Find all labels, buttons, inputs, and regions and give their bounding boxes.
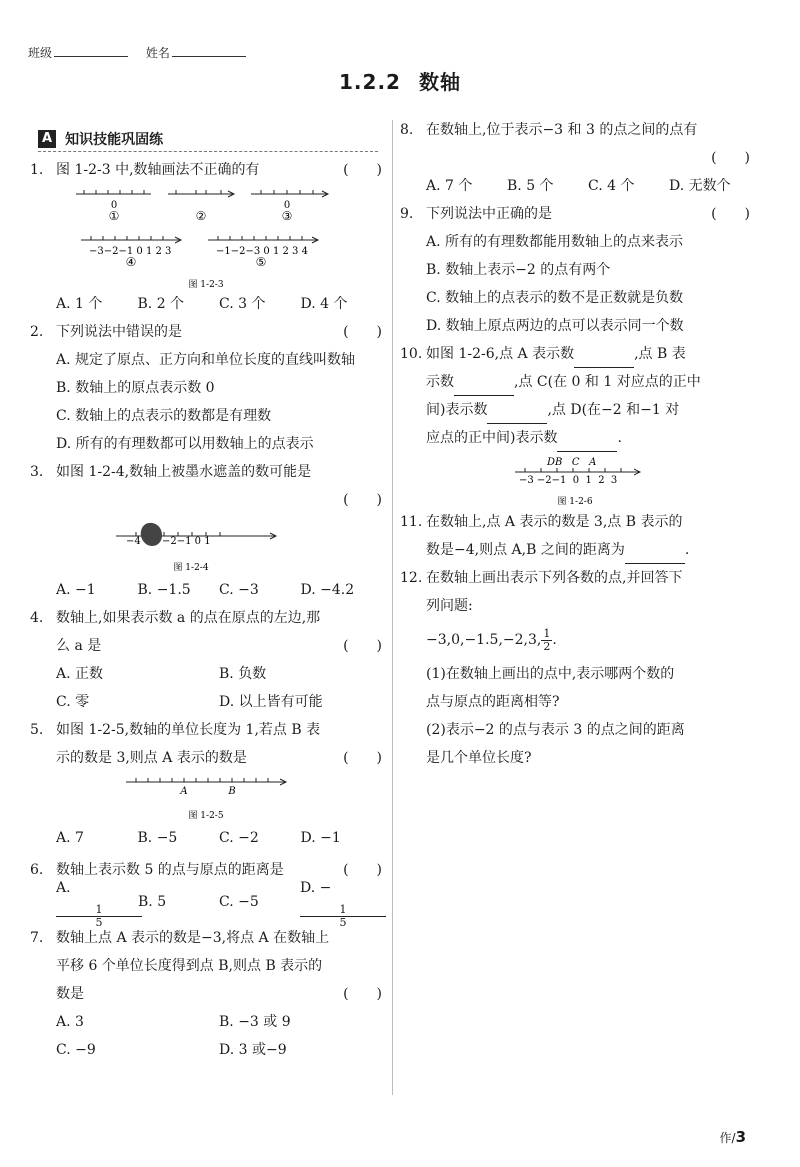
figure-1-2-4 (106, 514, 306, 576)
option-c[interactable]: C. 数轴上的点表示的数都是有理数 (56, 408, 272, 424)
question-10: 10. 如图 1-2-6,点 A 表示数 ,点 B 表 (400, 340, 750, 368)
point-a-label: A (180, 786, 188, 797)
option-b[interactable]: B. 5 (138, 894, 167, 910)
figure-1-2-5 (106, 772, 306, 824)
question-10-line4: 应点的正中间)表示数 . (400, 424, 750, 452)
page-title (0, 66, 800, 95)
question-7-line3 (30, 980, 382, 1008)
fig-top-labels: DB C A (547, 457, 597, 468)
caption: 图 1-2-5 (188, 811, 224, 821)
question-5 (30, 716, 382, 744)
name-label: 姓名 (145, 46, 170, 60)
question-stem-cont: 么 a 是 (56, 638, 102, 654)
fig-label-1: ① (108, 209, 120, 223)
question-number: 6. (30, 862, 44, 878)
fig-right-label: −2−1 0 1 (162, 536, 211, 547)
question-number: 1. (30, 162, 44, 178)
question-11: 11. 在数轴上,点 A 表示的数是 3,点 B 表示的 (400, 508, 750, 536)
question-9 (400, 200, 750, 228)
option-c[interactable]: C. −9 (56, 1042, 96, 1058)
option-d[interactable]: D. −4.2 (300, 582, 355, 598)
question-8-paren-row (400, 144, 750, 172)
question-number: 7. (30, 930, 44, 946)
question-4-line2 (30, 632, 382, 660)
title-number: 1.2.2 (339, 70, 401, 94)
question-stem: 下列说法中错误的是 (56, 324, 182, 340)
option-d[interactable]: D. −1 (300, 830, 341, 846)
question-number: 10. (400, 346, 423, 362)
figure-1-2-6 (495, 452, 655, 508)
fig-label-2: ② (195, 209, 207, 223)
option-b[interactable]: B. 数轴上的原点表示数 0 (56, 380, 215, 396)
question-stem-cont: 平移 6 个单位长度得到点 B,则点 B 表示的 (56, 958, 323, 974)
fig-left-label: −4 (126, 536, 141, 547)
section-heading (38, 128, 378, 150)
blank-a[interactable] (574, 353, 634, 368)
option-c[interactable]: C. −3 (219, 582, 259, 598)
question-stem: 如图 1-2-5,数轴的单位长度为 1,若点 B 表 (56, 722, 321, 738)
option-d[interactable]: D. − $\frac{1}{5}$ (300, 874, 382, 930)
option-b[interactable]: B. −3 或 9 (219, 1014, 291, 1030)
question-12: 12. 在数轴上画出表示下列各数的点,并回答下 (400, 564, 750, 592)
option-d[interactable]: D. 数轴上原点两边的点可以表示同一个数 (426, 318, 684, 334)
option-b[interactable]: B. 2 个 (137, 296, 185, 312)
answer-paren[interactable]: ( ) (711, 150, 750, 166)
options (30, 824, 382, 852)
option-c[interactable]: C. 4 个 (588, 178, 635, 194)
question-number: 11. (400, 514, 423, 530)
zero-label-3: 0 (283, 200, 291, 211)
sub-question-1: (1)在数轴上画出的点中,表示哪两个数的 (426, 666, 675, 682)
option-a[interactable]: A. 7 (56, 830, 84, 846)
option-d[interactable]: D. 3 或−9 (219, 1042, 287, 1058)
student-info (28, 44, 260, 61)
question-stem-cont: 列问题: (426, 598, 473, 614)
blank-c[interactable] (487, 409, 547, 424)
blank-b[interactable] (454, 381, 514, 396)
number-list: −3,0,−1.5,−2,3, $\frac{1}{2}$ . (426, 626, 557, 653)
options (30, 660, 382, 688)
option-c[interactable]: C. 零 (56, 694, 90, 710)
option-d[interactable]: D. 4 个 (300, 296, 348, 312)
question-stem: 图 1-2-3 中,数轴画法不正确的有 (56, 162, 260, 178)
fig-label-4: ④ (125, 255, 137, 269)
question-stem: 在数轴上,位于表示−3 和 3 的点之间的点有 (426, 122, 698, 138)
question-3-paren-row (30, 486, 382, 514)
point-b-label: B (228, 786, 236, 797)
options (30, 880, 382, 929)
options (30, 290, 382, 318)
zero-label: 0 (110, 200, 118, 211)
option-b[interactable]: B. 5 个 (507, 178, 554, 194)
option-a[interactable]: A. 3 (56, 1014, 84, 1030)
question-3 (30, 458, 382, 486)
question-stem: 如图 1-2-4,数轴上被墨水遮盖的数可能是 (56, 464, 312, 480)
question-8 (400, 116, 750, 144)
class-blank[interactable] (54, 56, 128, 57)
question-stem-cont: 数是 (56, 986, 84, 1002)
section-rule (38, 151, 378, 152)
name-blank[interactable] (172, 56, 246, 57)
question-1 (30, 156, 382, 184)
answer-paren[interactable]: ( ) (343, 324, 382, 340)
question-number: 8. (400, 122, 414, 138)
option-b[interactable]: B. 负数 (219, 666, 267, 682)
option-a[interactable]: A. 规定了原点、正方向和单位长度的直线叫数轴 (56, 352, 356, 368)
option-d[interactable]: D. 以上皆有可能 (219, 694, 323, 710)
option-d[interactable]: D. 所有的有理数都可以用数轴上的点表示 (56, 436, 314, 452)
answer-paren[interactable]: ( ) (343, 862, 382, 878)
question-number: 5. (30, 722, 44, 738)
question-number: 3. (30, 464, 44, 480)
sub-question-1-cont: 点与原点的距离相等? (426, 694, 560, 710)
option-c[interactable]: C. 3 个 (219, 296, 266, 312)
question-7 (30, 924, 382, 952)
answer-paren[interactable]: ( ) (343, 750, 382, 766)
question-stem: 数轴上,如果表示数 a 的点在原点的左边,那 (56, 610, 321, 626)
answer-paren[interactable]: ( ) (343, 638, 382, 654)
class-label: 班级 (28, 46, 53, 60)
sub-question-2-cont: 是几个单位长度? (426, 750, 532, 766)
question-2 (30, 318, 382, 346)
option-a[interactable]: A. 1 个 (56, 296, 103, 312)
page-number: 作/3 (719, 1128, 746, 1146)
section-label: 知识技能巩固练 (65, 131, 164, 148)
option-b[interactable]: B. −5 (137, 830, 178, 846)
question-stem: 下列说法中正确的是 (426, 206, 552, 222)
options (30, 688, 382, 716)
caption: 图 1-2-6 (557, 497, 593, 507)
question-10-line2: 示数 ,点 C(在 0 和 1 对应点的正中 (400, 368, 750, 396)
answer-paren[interactable]: ( ) (343, 162, 382, 178)
question-11-line2: 数是−4,则点 A,B 之间的距离为 . (400, 536, 750, 564)
options (30, 576, 382, 604)
question-stem: 数轴上点 A 表示的数是−3,将点 A 在数轴上 (56, 930, 330, 946)
ticks-5: −1−2−3 0 1 2 3 4 (216, 246, 308, 257)
question-4 (30, 604, 382, 632)
option-a[interactable]: A. −1 (56, 582, 96, 598)
left-column (30, 156, 382, 1064)
question-10-line3: 间)表示数 ,点 D(在−2 和−1 对 (400, 396, 750, 424)
answer-paren[interactable]: ( ) (343, 986, 382, 1002)
option-c[interactable]: C. −5 (219, 894, 259, 910)
option-a[interactable]: A. 所有的有理数都能用数轴上的点来表示 (426, 234, 684, 250)
question-number: 12. (400, 570, 423, 586)
option-a[interactable]: A. 正数 (56, 666, 104, 682)
options (30, 1008, 382, 1036)
figure-1-2-3 (56, 184, 356, 290)
option-b[interactable]: B. 数轴上表示−2 的点有两个 (426, 262, 611, 278)
options (400, 172, 750, 200)
blank-distance[interactable] (625, 549, 685, 564)
question-number: 2. (30, 324, 44, 340)
title-text: 数轴 (418, 70, 461, 94)
question-6 (30, 856, 382, 884)
caption: 图 1-2-3 (188, 280, 224, 290)
sub-question-2: (2)表示−2 的点与表示 3 的点之间的距离 (426, 722, 685, 738)
answer-paren[interactable]: ( ) (711, 206, 750, 222)
section-badge: A (38, 130, 56, 148)
question-stem-cont: 示的数是 3,则点 A 表示的数是 (56, 750, 247, 766)
fig-label-3: ③ (281, 209, 293, 223)
column-divider (392, 120, 393, 1095)
fig-tick-labels: −3 −2−1 0 1 2 3 (519, 475, 618, 486)
blank-d[interactable] (557, 437, 617, 452)
question-stem: 数轴上表示数 5 的点与原点的距离是 (56, 862, 284, 878)
question-5-line2 (30, 744, 382, 772)
answer-paren[interactable]: ( ) (343, 492, 382, 508)
option-d[interactable]: D. 无数个 (669, 178, 731, 194)
option-c[interactable]: C. 数轴上的点表示的数不是正数就是负数 (426, 290, 684, 306)
caption: 图 1-2-4 (173, 563, 209, 573)
question-number: 4. (30, 610, 44, 626)
ink-blot (141, 523, 162, 546)
option-b[interactable]: B. −1.5 (137, 582, 191, 598)
option-a[interactable]: A. 7 个 (426, 178, 473, 194)
options (30, 1036, 382, 1064)
option-a[interactable]: A. $\frac{1}{5}$ (56, 874, 138, 930)
ticks-4: −3−2−1 0 1 2 3 (89, 246, 172, 257)
option-c[interactable]: C. −2 (219, 830, 259, 846)
question-number: 9. (400, 206, 414, 222)
right-column (400, 116, 750, 772)
fig-label-5: ⑤ (255, 255, 267, 269)
